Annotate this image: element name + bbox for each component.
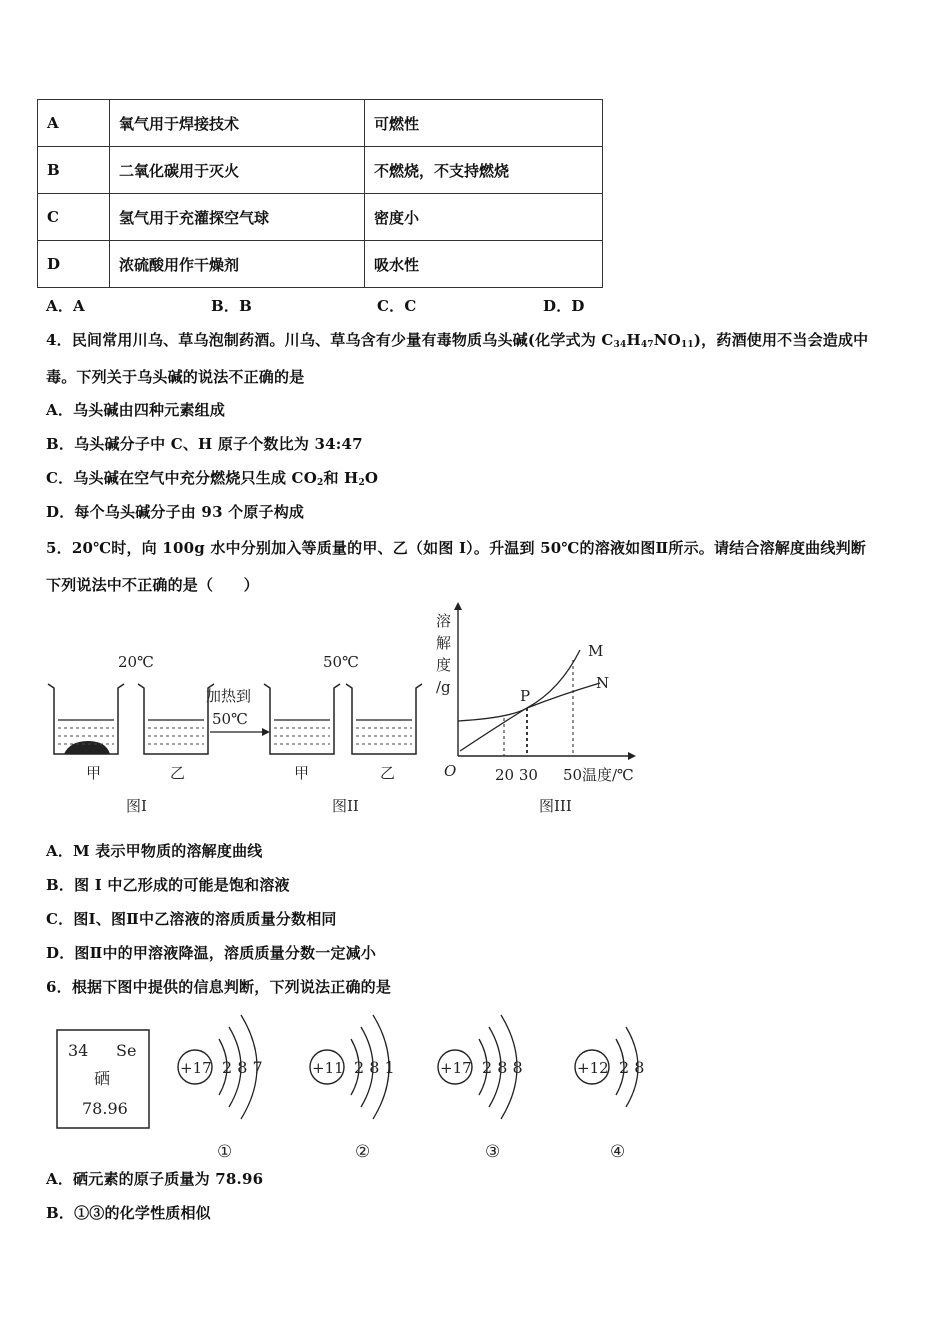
atom-label-4: ④ xyxy=(610,1142,626,1160)
atom-label-1: ① xyxy=(217,1142,233,1160)
q4-sub-o: 11 xyxy=(680,340,694,350)
solubility-graph xyxy=(436,602,636,784)
label-20c: 20℃ xyxy=(118,653,154,671)
shells-2: 2 8 1 xyxy=(354,1058,395,1077)
q4-option-b[interactable]: B．乌头碱分子中 C、H 原子个数比为 34:47 xyxy=(46,435,363,453)
q4-option-c-pre: C．乌头碱在空气中充分燃烧只生成 CO xyxy=(46,469,317,487)
x-ticks-20-30: 20 30 xyxy=(495,766,538,784)
q4-sub-c: 34 xyxy=(613,340,627,350)
q4-h: H xyxy=(626,331,641,349)
q5-stem-line2: 下列说法中不正确的是（ ） xyxy=(46,576,259,594)
table-row xyxy=(38,241,603,288)
x-tick-50: 50 xyxy=(563,766,583,784)
q3-option-b[interactable]: B．B xyxy=(211,297,252,315)
arrow-label-heat: 加热到 xyxy=(206,687,252,705)
shells-4: 2 8 xyxy=(619,1058,645,1077)
element-number: 34 xyxy=(68,1041,89,1060)
q5-option-c[interactable]: C．图Ⅰ、图Ⅱ中乙溶液的溶质质量分数相同 xyxy=(46,910,337,928)
y-label-char-3: 度 xyxy=(436,656,452,674)
row-label: C xyxy=(38,194,110,241)
fig-caption-1: 图I xyxy=(126,797,147,815)
atom-label-2: ② xyxy=(355,1142,371,1160)
q4-option-c-sub2: 2 xyxy=(358,478,365,488)
y-label-char-1: 溶 xyxy=(436,612,452,630)
q4-stem-part1: 4．民间常用川乌、草乌泡制药酒。川乌、草乌含有少量有毒物质乌头碱(化学式为 C xyxy=(46,331,614,349)
atom-diagram-3 xyxy=(438,1015,523,1160)
origin-label: O xyxy=(444,762,457,780)
row-use: 二氧化碳用于灭火 xyxy=(110,147,365,194)
row-label: B xyxy=(38,147,110,194)
q3-option-c[interactable]: C．C xyxy=(377,297,417,315)
row-property: 密度小 xyxy=(365,194,603,241)
element-symbol: Se xyxy=(116,1041,137,1060)
beaker-label-yi-2: 乙 xyxy=(380,764,396,782)
element-mass: 78.96 xyxy=(82,1099,128,1118)
row-property: 不燃烧，不支持燃烧 xyxy=(365,147,603,194)
q6-option-b[interactable]: B．①③的化学性质相似 xyxy=(46,1204,211,1222)
q6-option-a[interactable]: A．硒元素的原子质量为 78.96 xyxy=(46,1170,264,1188)
q4-stem-line1 xyxy=(46,329,868,350)
q5-option-a[interactable]: A．M 表示甲物质的溶解度曲线 xyxy=(46,842,263,860)
heating-arrow xyxy=(210,728,270,736)
q6-stem: 6．根据下图中提供的信息判断，下列说法正确的是 xyxy=(46,978,392,996)
atom-diagram-1 xyxy=(178,1015,263,1160)
q3-option-a[interactable]: A．A xyxy=(46,297,85,315)
q5-figure xyxy=(40,598,650,826)
y-label-char-2: 解 xyxy=(436,634,452,652)
table-row xyxy=(38,100,603,147)
table-row xyxy=(38,147,603,194)
q4-sub-h: 47 xyxy=(640,340,654,350)
row-use: 氢气用于充灌探空气球 xyxy=(110,194,365,241)
q4-option-a[interactable]: A．乌头碱由四种元素组成 xyxy=(46,401,226,419)
shells-1: 2 8 7 xyxy=(222,1058,263,1077)
row-property: 吸水性 xyxy=(365,241,603,288)
shells-3: 2 8 8 xyxy=(482,1058,523,1077)
beaker-label-jia-2: 甲 xyxy=(294,764,310,782)
options-table xyxy=(37,99,603,288)
q4-option-c[interactable] xyxy=(46,467,378,488)
x-axis-label: 温度/℃ xyxy=(582,766,634,784)
q4-option-c-sub: 2 xyxy=(316,478,324,488)
row-use: 氧气用于焊接技术 xyxy=(110,100,365,147)
fig-caption-2: 图II xyxy=(332,797,359,815)
atom-label-3: ③ xyxy=(485,1142,501,1160)
q5-option-b[interactable]: B．图 I 中乙形成的可能是饱和溶液 xyxy=(46,876,290,894)
q6-figure xyxy=(50,1010,660,1160)
undissolved-solid xyxy=(64,741,110,754)
y-label-char-4: /g xyxy=(436,678,451,696)
row-label: A xyxy=(38,100,110,147)
nucleus-3: +17 xyxy=(440,1059,472,1077)
q5-option-d[interactable]: D．图Ⅱ中的甲溶液降温，溶质质量分数一定减小 xyxy=(46,944,377,962)
atom-diagram-4 xyxy=(575,1027,644,1160)
q4-option-c-mid: 和 H xyxy=(323,469,359,487)
nucleus-2: +11 xyxy=(312,1059,344,1077)
label-50c: 50℃ xyxy=(323,653,359,671)
q3-option-d[interactable]: D．D xyxy=(543,297,585,315)
nucleus-4: +12 xyxy=(577,1059,609,1077)
q4-option-d[interactable]: D．每个乌头碱分子由 93 个原子构成 xyxy=(46,503,305,521)
beaker-label-jia: 甲 xyxy=(86,764,102,782)
curve-n-label: N xyxy=(596,674,610,692)
arrow-label-50c: 50℃ xyxy=(212,710,248,728)
row-use: 浓硫酸用作干燥剂 xyxy=(110,241,365,288)
row-property: 可燃性 xyxy=(365,100,603,147)
q4-no: NO xyxy=(653,331,681,349)
element-name: 硒 xyxy=(94,1069,111,1088)
row-label: D xyxy=(38,241,110,288)
nucleus-1: +17 xyxy=(180,1059,212,1077)
q5-stem-line1: 5．20℃时，向 100g 水中分别加入等质量的甲、乙（如图 I）。升温到 50℃的溶液如图Ⅱ所示。请结合溶解度曲线判断 xyxy=(46,539,866,557)
q4-option-c-end: O xyxy=(364,469,379,487)
curve-m-label: M xyxy=(588,642,604,660)
fig-caption-3: 图III xyxy=(539,797,572,815)
atom-diagram-2 xyxy=(310,1015,395,1160)
beaker-label-yi: 乙 xyxy=(170,764,186,782)
q4-stem-line2: 毒。下列关于乌头碱的说法不正确的是 xyxy=(46,368,305,386)
q4-stem-part2: )，药酒使用不当会造成中 xyxy=(693,331,869,349)
point-p-label: P xyxy=(520,687,531,705)
table-row xyxy=(38,194,603,241)
